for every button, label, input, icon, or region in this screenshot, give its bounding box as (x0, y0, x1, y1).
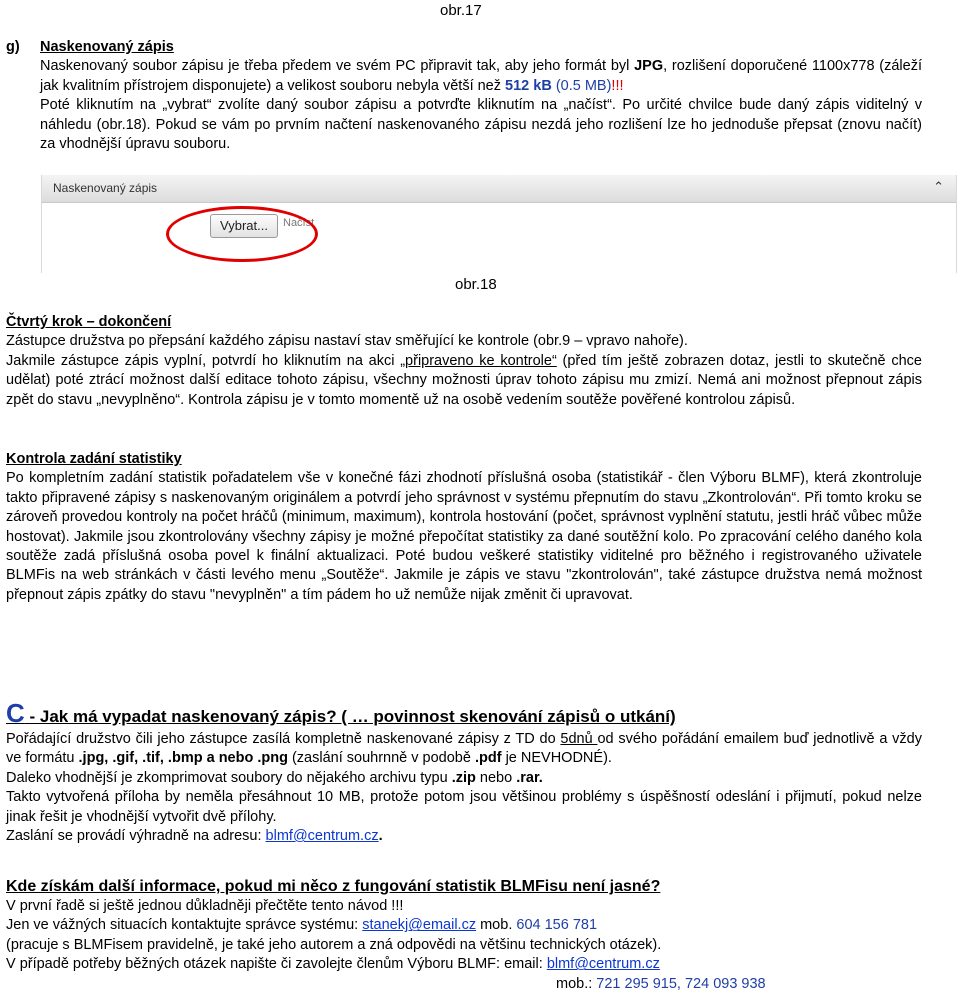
paragraph: V případě potřeby běžných otázek napište či zavolejte členům Výboru BLMF: email: blmf@centrum.cz (6, 956, 660, 973)
paragraph: Jakmile zástupce zápis vyplní, potvrdí ho kliknutím na akci „připraveno ke kontrole“ (před tím ještě zobrazen dotaz, jestli to skutečně chce udělat) poté ztrácí možnost další editace tohoto zápisu, všechny možnosti úprav tohoto zápisu mu zmizí. Nemá ani možnost přepnout zápis zpět do stavu „nevyplněno“. Kontrola zápisu je v tomto momentě už na osobě vedením soutěže pověřené kontrolou zápisů. (6, 352, 922, 408)
paragraph: Zástupce družstva po přepsání každého zápisu nastaví stav směřující ke kontrole (obr.9 – vpravo nahoře). (6, 333, 688, 350)
figure-caption-obr18: obr.18 (455, 276, 497, 293)
phone-line: mob.: 721 295 915, 724 093 938 (556, 975, 766, 992)
nacist-button[interactable]: Načíst (283, 217, 315, 229)
format-paragraph: Naskenovaný soubor zápisu je třeba předem ve svém PC připravit tak, aby jeho formát byl JPG, rozlišení doporučené 1100x778 (záleží jak kvalitním přístrojem disponujete) a velikost souboru nebyla větší než 512 kB (0.5 MB)!!! (40, 58, 922, 94)
section-title: Čtvrtý krok – dokončení (6, 314, 172, 330)
paragraph: (pracuje s BLMFisem pravidelně, je také jeho autorem a zná odpovědi na většinu technických otázek). (6, 936, 662, 953)
section-ctvrty-krok (6, 313, 922, 410)
scan-upload-widget (41, 175, 957, 273)
paragraph: Jen ve vážných situacích kontaktujte správce systému: stanekj@email.cz mob. 604 156 781 (6, 917, 598, 934)
section-info (6, 876, 922, 994)
paragraph: Po kompletním zadání statistik pořadatelem vše v konečné fázi zhodnotí příslušná osoba (statistikář - člen Výboru BLMF), která zkontroluje takto připravené zápisy s naskenovaným originálem a potvrdí jeho správnost v systému přepnutím do stavu „Zkontrolován“. Při tomto kroku se zároveň provedou kontroly na počet hráčů (minimum, maximum), kontrola hostování (počet, správnost vyplnění statutu, jestli hráč vůbec může hostovat). Jakmile jsou zkontrolovány všechny zápisy je možné přepočítat statistiky za dané soutěžní kolo. Po zpracování celého daného kola soutěže zadá příslušná osoba povel k finální aktualizaci. Poté budou veškeré statistiky viditelné pro běžného i registrovaného uživatele BLMFis na web stránkách v části levého menu „Soutěže“. Jakmile je zápis ve stavu "zkontrolován", také zástupce družstva nemá možnost přepnout zápis zpátky do stavu "nevyplněn" a tím pádem ho už nemůže nijak změnit či upravovat. (6, 470, 922, 603)
paragraph: Takto vytvořená příloha by neměla přesáhnout 10 MB, protože potom jsou většinou problémy s úspěšností odeslání i přijmutí, pokud nelze jinak řešit je vhodnější vytvořit dvě přílohy. (6, 789, 922, 825)
upload-paragraph: Poté kliknutím na „vybrat“ zvolíte daný soubor zápisu a potvrďte kliknutím na „načíst“. Po určité chvilce bude daný zápis viditelný v náhledu (obr.18). Pokud se vám po prvním načtení naskenovaného zápisu nezdá jeho rozlišení lze ho jednoduše přepsat (znovu načít) za vhodnější úpravu souboru. (40, 97, 922, 153)
section-title: Kde získám další informace, pokud mi něco z fungování statistik BLMFisu není jasné? (6, 878, 661, 895)
section-letter: g) (6, 39, 20, 55)
section-letter-c: C (6, 698, 25, 728)
email-link[interactable]: blmf@centrum.cz (265, 828, 379, 845)
paragraph: Pořádající družstvo čili jeho zástupce zasílá kompletně naskenované zápisy z TD do 5dnů od svého pořádání emailem buď jednotlivě a vždy ve formátu .jpg, .gif, .tif, .bmp a nebo .png (zaslání souhrnně v podobě .pdf je NEVHODNÉ). (6, 731, 922, 767)
widget-title: Naskenovaný zápis (53, 181, 158, 195)
section-title: Naskenovaný zápis (40, 39, 174, 55)
collapse-icon[interactable]: ⌃ (933, 179, 944, 194)
highlight-circle (166, 206, 318, 262)
vybrat-button[interactable]: Vybrat... (210, 214, 278, 238)
widget-header (42, 175, 956, 203)
section-kontrola (6, 450, 922, 605)
section-c (6, 700, 922, 846)
section-title: Kontrola zadání statistiky (6, 451, 182, 467)
section-naskenovany-zapis (6, 38, 922, 154)
pripraveno-link: „připraveno ke kontrole“ (400, 352, 557, 369)
section-title: - Jak má vypadat naskenovaný zápis? ( … povinnost skenování zápisů o utkání) (24, 707, 676, 726)
admin-email-link[interactable]: stanekj@email.cz (362, 917, 477, 934)
figure-caption-obr17: obr.17 (440, 2, 482, 19)
paragraph: Daleko vhodnější je zkomprimovat soubory do nějakého archivu typu .zip nebo .rar. (6, 769, 543, 786)
board-email-link[interactable]: blmf@centrum.cz (546, 956, 660, 973)
paragraph: V první řadě si ještě jednou důkladněji přečtěte tento návod !!! (6, 898, 404, 914)
paragraph: Zaslání se provádí výhradně na adresu: blmf@centrum.cz. (6, 828, 383, 845)
